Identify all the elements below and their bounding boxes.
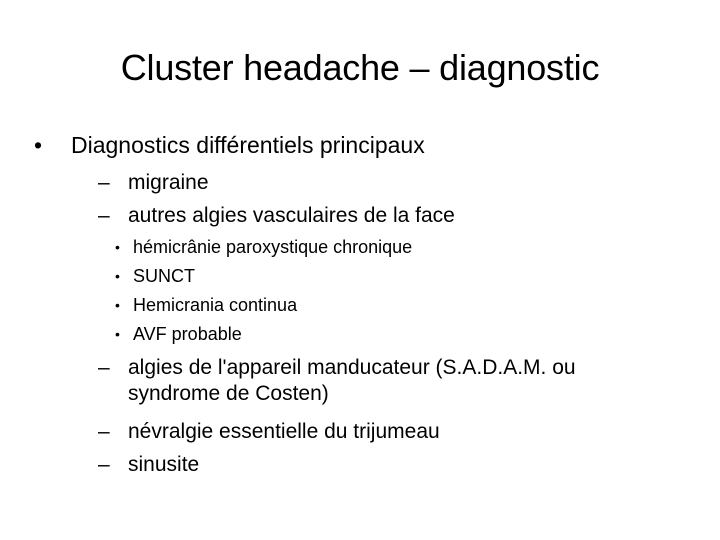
sub-bullet-text: migraine	[128, 171, 209, 194]
sub-sub-bullet-text: Hemicrania continua	[133, 295, 298, 315]
sub-bullet-migraine	[98, 170, 209, 196]
dash-marker: –	[98, 453, 110, 476]
dash-marker: –	[98, 204, 110, 227]
sub-bullet-text: algies de l'appareil manducateur (S.A.D.A.M. ou syndrome de Costen)	[128, 356, 576, 405]
sub-sub-bullet-avf-probable	[115, 323, 242, 345]
sub-bullet-autres-algies	[98, 203, 455, 229]
sub-sub-bullet-text: AVF probable	[133, 324, 242, 344]
bullet-marker: •	[115, 297, 120, 313]
sub-bullet-nevralgie	[98, 419, 440, 445]
sub-sub-bullet-hemicranie	[115, 236, 412, 258]
dash-marker: –	[98, 356, 110, 379]
slide-title: Cluster headache – diagnostic	[120, 47, 600, 88]
bullet-diagnostics	[34, 131, 425, 159]
sub-bullet-text: névralgie essentielle du trijumeau	[128, 420, 440, 443]
bullet-marker: •	[115, 239, 120, 255]
bullet-marker: •	[115, 326, 120, 342]
sub-bullet-text: autres algies vasculaires de la face	[128, 204, 455, 227]
sub-sub-bullet-sunct	[115, 265, 195, 287]
bullet-text: Diagnostics différentiels principaux	[71, 132, 425, 158]
dash-marker: –	[98, 420, 110, 443]
sub-sub-bullet-hemicrania-continua	[115, 294, 297, 316]
sub-sub-bullet-text: SUNCT	[133, 266, 195, 286]
sub-bullet-text: sinusite	[128, 453, 200, 476]
bullet-marker: •	[115, 268, 120, 284]
dash-marker: –	[98, 171, 110, 194]
sub-bullet-sinusite	[98, 452, 199, 478]
bullet-marker: •	[34, 132, 43, 158]
sub-bullet-algies-manducateur	[98, 355, 618, 407]
sub-sub-bullet-text: hémicrânie paroxystique chronique	[133, 237, 413, 257]
